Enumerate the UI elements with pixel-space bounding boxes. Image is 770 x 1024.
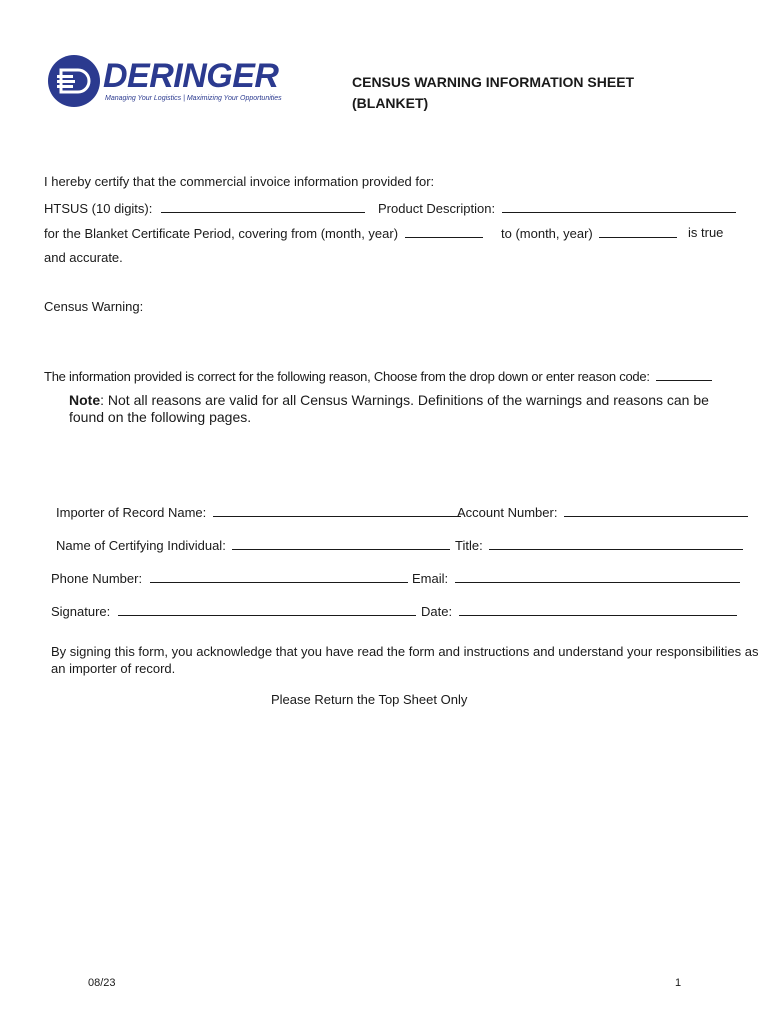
- note-text: : Not all reasons are valid for all Census Warnings. Definitions of the warnings and reasons can be found on the following pages.: [69, 392, 709, 425]
- importer-row: [56, 504, 461, 520]
- phone-row: [51, 570, 408, 586]
- certifying-row: [56, 537, 450, 553]
- title-row: [455, 537, 743, 553]
- period-label: for the Blanket Certificate Period, covering from (month, year): [44, 226, 399, 241]
- date-field[interactable]: [459, 603, 737, 616]
- note-block: [69, 392, 709, 426]
- census-warning-field[interactable]: [150, 296, 730, 336]
- date-row: [421, 603, 737, 619]
- product-description-field[interactable]: [502, 200, 736, 213]
- certifying-name-field[interactable]: [232, 537, 450, 550]
- acknowledge-text: [51, 643, 758, 677]
- phone-number-field[interactable]: [150, 570, 408, 583]
- reason-text: The information provided is correct for the following reason, Choose from the drop down or enter reason code:: [44, 369, 650, 384]
- period-to-label: to (month, year): [501, 226, 593, 241]
- revision-date: 08/23: [88, 977, 116, 989]
- htsus-label: HTSUS (10 digits):: [44, 201, 153, 216]
- period-to-row: [501, 225, 677, 241]
- period-row: [44, 225, 483, 241]
- signature-label: Signature:: [51, 604, 111, 619]
- deringer-logo-mark-icon: [47, 54, 101, 108]
- importer-label: Importer of Record Name:: [56, 505, 207, 520]
- signature-field[interactable]: [118, 603, 416, 616]
- form-title: [352, 72, 712, 114]
- logo-wordmark: DERINGER: [103, 57, 279, 95]
- htsus-field[interactable]: [161, 200, 365, 213]
- period-from-field[interactable]: [405, 225, 483, 238]
- account-number-field[interactable]: [564, 504, 748, 517]
- logo-tagline: Managing Your Logistics | Maximizing Your Opportunities: [105, 95, 282, 102]
- account-label: Account Number:: [457, 505, 558, 520]
- product-row: [378, 200, 736, 216]
- email-label: Email:: [412, 571, 449, 586]
- certifying-label: Name of Certifying Individual:: [56, 538, 226, 553]
- product-label: Product Description:: [378, 201, 496, 216]
- period-to-field[interactable]: [599, 225, 677, 238]
- form-title-line1: CENSUS WARNING INFORMATION SHEET: [352, 74, 635, 90]
- accurate-text: and accurate.: [44, 250, 123, 265]
- certify-intro: I hereby certify that the commercial invoice information provided for:: [44, 174, 435, 189]
- census-warning-label: Census Warning:: [44, 299, 144, 314]
- acknowledge-line1: By signing this form, you acknowledge that you have read the form and instructions and understand your responsibilities as: [51, 644, 759, 659]
- signature-row: [51, 603, 416, 619]
- email-field[interactable]: [455, 570, 740, 583]
- title-field[interactable]: [489, 537, 743, 550]
- reason-row: [44, 368, 712, 384]
- date-label: Date:: [421, 604, 453, 619]
- importer-name-field[interactable]: [213, 504, 461, 517]
- note-label: Note: [69, 392, 101, 408]
- return-note: Please Return the Top Sheet Only: [271, 692, 468, 707]
- form-title-line2: (BLANKET): [352, 95, 429, 111]
- htsus-row: [44, 200, 365, 216]
- page-number: 1: [675, 977, 682, 989]
- reason-code-field[interactable]: [656, 368, 712, 381]
- account-row: [457, 504, 748, 520]
- phone-label: Phone Number:: [51, 571, 143, 586]
- email-row: [412, 570, 740, 586]
- deringer-logo: [47, 53, 302, 109]
- title-label: Title:: [455, 538, 483, 553]
- is-true-text: is true: [688, 225, 724, 240]
- acknowledge-line2: an importer of record.: [51, 661, 176, 676]
